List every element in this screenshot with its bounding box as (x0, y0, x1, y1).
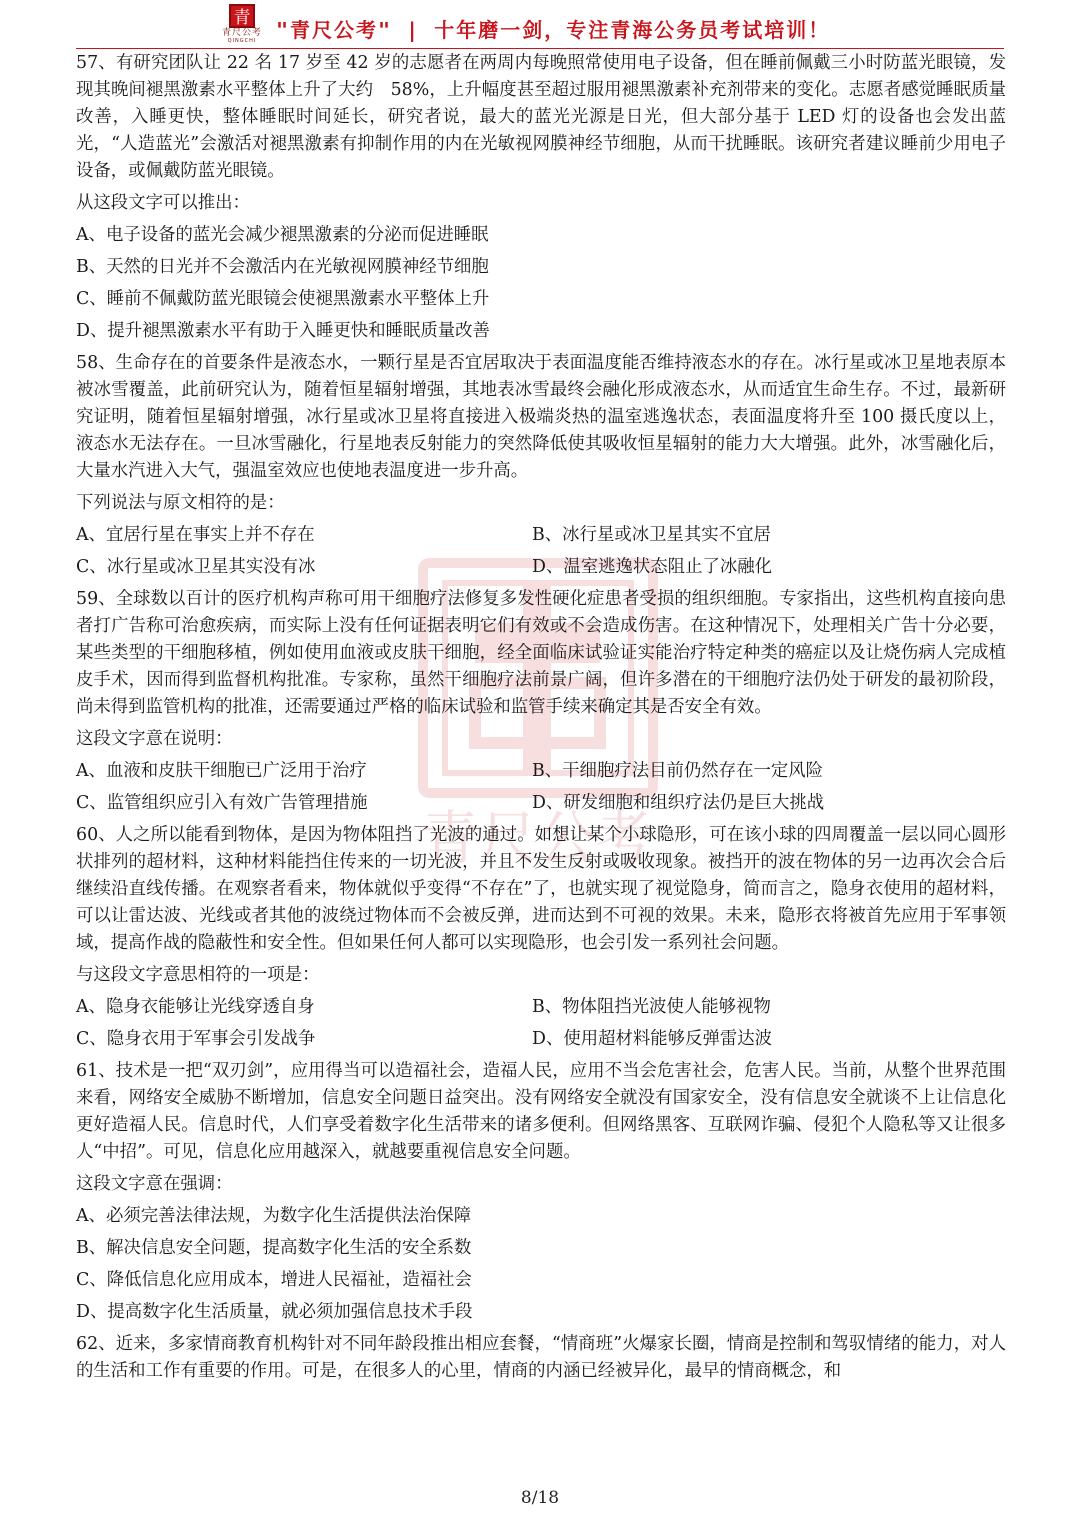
question-57-text: 57、有研究团队让 22 名 17 岁至 42 岁的志愿者在两周内每晚照常使用电子设备，但在睡前佩戴三小时防蓝光眼镜，发现其晚间褪黑激素水平整体上升了大约 58%，上升幅度甚至超过服用褪黑激素补充剂带来的变化。志愿者感觉睡眠质量改善，入睡更快，整体睡眠时间延长，研究者说，最大的蓝光光源是日光，但大部分基于 LED 灯的设备也会发出蓝光，“人造蓝光”会激活对褪黑激素有抑制作用的内在光敏视网膜神经节细胞，从而干扰睡眠。该研究者建议睡前少用电子设备，或佩戴防蓝光眼镜。 (76, 53, 1006, 181)
question-58-prompt: 下列说法与原文相符的是： (76, 493, 285, 513)
question-60-option-a: A、隐身衣能够让光线穿透自身 (76, 997, 315, 1017)
question-58-text: 58、生命存在的首要条件是液态水，一颗行星是否宜居取决于表面温度能否维持液态水的存在。冰行星或冰卫星地表原本被冰雪覆盖，此前研究认为，随着恒星辐射增强，其地表冰雪最终会融化形成液态水，从而适宜生命生存。不过，最新研究证明，随着恒星辐射增强，冰行星或冰卫星将直接进入极端炎热的温室逃逸状态，表面温度将升至 100 摄氏度以上，液态水无法存在。一旦冰雪融化，行星地表反射能力的突然降低使其吸收恒星辐射的能力大大增强。此外，冰雪融化后，大量水汽进入大气，强温室效应也使地表温度进一步升高。 (76, 353, 1006, 481)
header-divider (76, 48, 1004, 49)
question-57-option-b: B、天然的日光并不会激活内在光敏视网膜神经节细胞 (76, 257, 489, 277)
question-59-option-a: A、血液和皮肤干细胞已广泛用于治疗 (76, 761, 367, 781)
question-61-option-c: C、降低信息化应用成本，增进人民福祉，造福社会 (76, 1270, 472, 1290)
question-58-option-b: B、冰行星或冰卫星其实不宜居 (532, 525, 771, 545)
question-58-option-a: A、宜居行星在事实上并不存在 (76, 525, 315, 545)
question-59-text: 59、全球数以百计的医疗机构声称可用干细胞疗法修复多发性硬化症患者受损的组织细胞。专家指出，这些机构直接向患者打广告称可治愈疾病，而实际上没有任何证据表明它们有效或不会造成伤害。在这种情况下，处理相关广告十分必要，某些类型的干细胞移植，例如使用血液或皮肤干细胞，经全面临床试验证实能治疗特定种类的癌症以及让烧伤病人完成植皮手术，因而得到监督机构批准。专家称，虽然干细胞疗法前景广阔，但许多潜在的干细胞疗法仍处于研发的最初阶段，尚未得到监管机构的批准，还需要通过严格的临床试验和监管手续来确定其是否安全有效。 (76, 589, 1006, 717)
logo-name: 青尺公考 (221, 28, 262, 38)
header-slogan: "青尺公考" | 十年磨一剑，专注青海公务员考试培训！ (276, 18, 831, 42)
question-60-option-d: D、使用超材料能够反弹雷达波 (532, 1029, 773, 1049)
question-58-option-d: D、温室逃逸状态阻止了冰融化 (532, 557, 773, 577)
question-59-option-d: D、研发细胞和组织疗法仍是巨大挑战 (532, 793, 825, 813)
question-58-options-row-2 (76, 554, 1006, 581)
question-59-option-c: C、监管组织应引入有效广告管理措施 (76, 793, 368, 813)
question-61-option-b: B、解决信息安全问题，提高数字化生活的安全系数 (76, 1238, 472, 1258)
question-58-option-c: C、冰行星或冰卫星其实没有冰 (76, 557, 316, 577)
question-60-options-row-2 (76, 1026, 1006, 1053)
question-61-text: 61、技术是一把“双刃剑”，应用得当可以造福社会，造福人民，应用不当会危害社会，危害人民。当前，从整个世界范围来看，网络安全威胁不断增加，信息安全问题日益突出。没有网络安全就没有国家安全，没有信息安全就谈不上让信息化更好造福人民。信息时代，人们享受着数字化生活带来的诸多便利。但网络黑客、互联网诈骗、侵犯个人隐私等又让很多人“中招”。可见，信息化应用越深入，就越要重视信息安全问题。 (76, 1061, 1006, 1162)
logo-pinyin: QINGCHI (227, 38, 257, 44)
page-number: 8/18 (520, 1488, 560, 1508)
question-57-prompt: 从这段文字可以推出： (76, 193, 250, 213)
question-57-option-d: D、提升褪黑激素水平有助于入睡更快和睡眠质量改善 (76, 321, 490, 341)
question-61-option-d: D、提高数字化生活质量，就必须加强信息技术手段 (76, 1302, 473, 1322)
question-59-prompt: 这段文字意在说明： (76, 729, 233, 749)
question-57-option-c: C、睡前不佩戴防蓝光眼镜会使褪黑激素水平整体上升 (76, 289, 490, 309)
question-60-prompt: 与这段文字意思相符的一项是： (76, 965, 320, 985)
question-62-text: 62、近来，多家情商教育机构针对不同年龄段推出相应套餐，“情商班”火爆家长圈，情商是控制和驾驭情绪的能力，对人的生活和工作有重要的作用。可是，在很多人的心里，情商的内涵已经被异化，最早的情商概念，和 (76, 1334, 1006, 1381)
page-content (76, 50, 1006, 1390)
question-57-option-a: A、电子设备的蓝光会减少褪黑激素的分泌而促进睡眠 (76, 225, 489, 245)
question-59-options-row-1 (76, 758, 1006, 785)
watermark-text: 青尺公考 (420, 804, 654, 872)
question-59-options-row-2 (76, 790, 1006, 817)
question-60-text: 60、人之所以能看到物体，是因为物体阻挡了光波的通过。如想让某个小球隐形，可在该小球的四周覆盖一层以同心圆形状排列的超材料，这种材料能挡住传来的一切光波，并且不发生反射或吸收现象。被挡开的波在物体的另一边再次会合后继续沿直线传播。在观察者看来，物体就似乎变得“不存在”了，也就实现了视觉隐身，简而言之，隐身衣使用的超材料，可以让雷达波、光线或者其他的波绕过物体而不会被反弹，进而达到不可视的效果。未来，隐形衣将被首先应用于军事领域，提高作战的隐蔽性和安全性。但如果任何人都可以实现隐形，也会引发一系列社会问题。 (76, 825, 1006, 953)
question-61-option-a: A、必须完善法律法规，为数字化生活提供法治保障 (76, 1206, 472, 1226)
question-60-option-c: C、隐身衣用于军事会引发战争 (76, 1029, 316, 1049)
question-61-prompt: 这段文字意在强调： (76, 1174, 233, 1194)
question-59-option-b: B、干细胞疗法目前仍然存在一定风险 (532, 761, 824, 781)
question-58-options-row-1 (76, 522, 1006, 549)
page-header (0, 4, 1080, 48)
question-60-options-row-1 (76, 994, 1006, 1021)
logo-seal-icon: 青 (229, 4, 255, 28)
question-60-option-b: B、物体阻挡光波使人能够视物 (532, 997, 771, 1017)
brand-logo (218, 4, 266, 46)
